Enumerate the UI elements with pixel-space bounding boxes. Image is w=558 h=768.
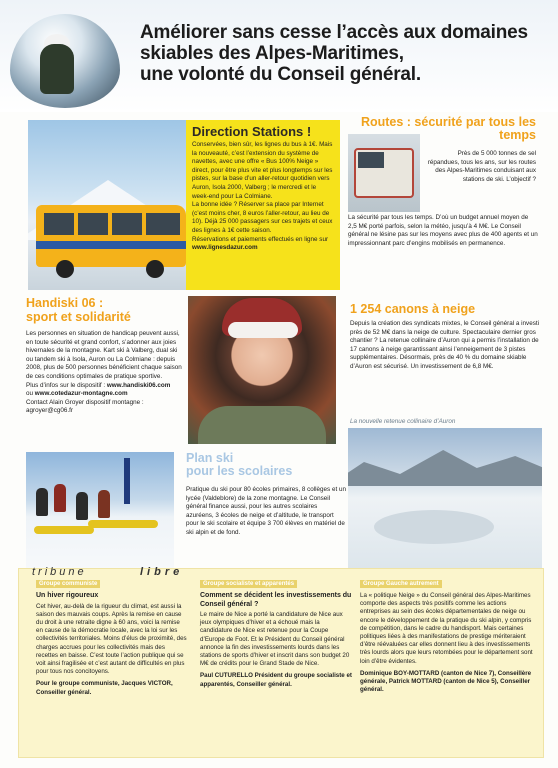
direction-stations-p3 <box>192 236 334 253</box>
person-shape <box>98 490 110 518</box>
flag-shape <box>124 458 130 504</box>
person-shape <box>36 488 48 516</box>
tribune-word-1: tribune <box>32 566 87 578</box>
direction-stations-text <box>192 141 334 253</box>
column-2-heading: Comment se décident les investissements du Conseil général ? <box>200 592 352 608</box>
column-2-signature: Paul CUTURELLO Président du groupe socialiste et apparentés, Conseiller général. <box>200 672 352 688</box>
tribune-column-2 <box>200 592 352 689</box>
coat-shape <box>198 406 326 444</box>
routes-text-1: Près de 5 000 tonnes de sel répandues, tous les ans, sur les routes des Alpes-Maritimes conduisant aux stations de ski. L’objectif ? <box>427 150 536 183</box>
handiski-p1: Les personnes en situation de handicap peuvent aussi, en toute sécurité et grand confort, s’adonner aux joies hivernales de la montagne. Kart ski à Valberg, dual ski ou tandem ski à Isola, Auron ou La Colmiane : depuis 2008, plus de 500 personnes bénéficient chaque saison de ces conditions optimales de pratique sportive. <box>26 330 182 380</box>
plan-ski-text: Pratique du ski pour 80 écoles primaires, 8 collèges et un lycée (Valdeblore) de la zone montagne. Le Conseil général finance aussi, pour les autres scolaires azuréens, 3 écoles de neige et d’altitude, le transport pour le ski scolaire et équipe 3 700 élèves en matériel de ski alpin et de fond. <box>186 486 346 536</box>
handiski-p2-text: Plus d’infos sur le dispositif : <box>26 381 106 389</box>
canons-text: Depuis la création des syndicats mixtes, le Conseil général a investi près de 52 M€ dans la neige de culture. Spectaculaire dernier gros chantier ? La retenue collinaire d’Auron qui a permis l’installation de 17 canons à neige garantissant ainsi l’enneigement de 3 pistes supplémentaires. Désormais, près de 40 % du domaine skiable d’Auron est sécurisé. Un investissement de 6,8 M€. <box>350 320 539 370</box>
column-3-body: La « politique Neige » du Conseil général des Alpes-Maritimes comporte des aspects très positifs comme les actions entreprises au sein des écoles départementales de neige ou encore le développement de la pratique du ski alpin, y compris de compétition, dans le cadre du handisport. Mais certaines politiques liées à des manifestations de prestige mériteraient d’être réévaluées car elles donnent lieu à des investissements très lourds alors que leurs retombées pour le département sont loin d’être évidentes. <box>360 592 533 665</box>
direction-stations-box <box>186 120 340 290</box>
sled-shape <box>88 520 158 528</box>
column-2-body: Le maire de Nice a porté la candidature de Nice aux jeux olympiques d’hiver et a échoué mais la candidature de Nice est retenue pour la Coupe d’Europe de Foot. Et le Président du Conseil général annonce la fin des investissements lourds dans les stations de sports d’hiver et inscrit dans son budget 20 M€ de crédits pour le Grand Stade de Nice. <box>200 611 350 668</box>
child-skier-photo <box>188 296 336 444</box>
direction-stations-p1: Conservées, bien sûr, les lignes du bus à 1€. Mais la nouveauté, c’est l’extension du système de navettes, avec une offre « Bus 100% Neige » direct, pour être plus vite et plus longtemps sur les pistes, sur la base d’un aller-retour quotidien vers Auron, Isola 2000, Valberg ; le mercredi et le week-end pour La Colmiane. <box>192 141 333 200</box>
handiski-p3-text: ou <box>26 390 34 398</box>
bus-stripe <box>36 241 186 249</box>
handiski-title-line-1: Handiski 06 : <box>26 296 104 310</box>
routes-title: Routes : sécurité par tous les temps <box>360 115 536 142</box>
canons-caption: La nouvelle retenue collinaire d’Auron <box>350 418 456 425</box>
page-header <box>0 0 558 112</box>
column-1-heading: Un hiver rigoureux <box>36 592 99 599</box>
sled-shape <box>34 526 94 534</box>
goggles-shape <box>228 322 298 338</box>
cotedazur-link[interactable]: www.cotedazur-montagne.com <box>34 390 128 398</box>
handiski-p2 <box>26 382 186 391</box>
group-label-gauche: Groupe Gauche autrement <box>360 580 442 588</box>
handiski-text <box>26 330 186 416</box>
bus-wheel <box>56 260 74 278</box>
tribune-column-3 <box>360 592 536 694</box>
auron-reservoir-photo <box>348 428 542 568</box>
truck-cab-shape <box>358 152 384 168</box>
person-shape <box>76 492 88 520</box>
bus-window <box>44 213 74 235</box>
column-1-body: Cet hiver, au-delà de la rigueur du climat, est aussi la saison des mauvais coups. Après la remise en cause du droit à une retraite digne à 60 ans, voici la remise en cause de la démocratie locale, avec la loi sur les collectivités territoriales. Moins d’élus de proximité, des charges accrues pour les collectivités mais des recettes en baisse. C’est toute l’action publique qui se voit ainsi fragilisée et c’est autant de difficultés en plus pour tous nos concitoyens. <box>36 602 187 676</box>
page-title-line-3: une volonté du Conseil général. <box>140 64 421 85</box>
bus-photo <box>28 120 186 290</box>
plan-ski-title-line-2: pour les scolaires <box>186 464 293 478</box>
snowplow-photo <box>348 134 420 212</box>
page-title-line-1: Améliorer sans cesse l’accès aux domaines <box>140 22 528 43</box>
lignesdazur-link[interactable]: www.lignesdazur.com <box>192 244 258 252</box>
skier-shape <box>40 44 74 94</box>
bus-shape <box>36 205 186 267</box>
plan-ski-title <box>186 452 346 478</box>
direction-stations-p3-text: Réservations et paiements effectués en ligne sur <box>192 235 329 243</box>
skier-photo <box>10 14 120 108</box>
page-title-line-2: skiables des Alpes-Maritimes, <box>140 43 404 64</box>
bus-window <box>112 213 142 235</box>
column-3-signature: Dominique BOY-MOTTARD (canton de Nice 7), Conseillère générale, Patrick MOTTARD (canton de Nice 5), Conseiller général. <box>360 669 532 694</box>
canons-title: 1 254 canons à neige <box>350 302 476 316</box>
handiski-contact: Contact Alain Groyer dispositif montagne : agroyer@cg06.fr <box>26 398 144 415</box>
bus-wheel <box>146 260 164 278</box>
adaptive-ski-photo <box>26 452 174 570</box>
group-label-socialiste: Groupe socialiste et apparentés <box>200 580 297 588</box>
bus-windshield <box>146 213 180 235</box>
handiski-title <box>26 296 176 324</box>
reservoir-shape <box>374 510 494 544</box>
direction-stations-p2: La bonne idée ? Réserver sa place par Internet (c’est moins cher, 8 euros l’aller-retour, au lieu de 10). Déjà 25 000 passagers sur ces trajets et ceux des lignes à 1€ cette saison. <box>192 201 333 234</box>
mountain-ridge-shape <box>348 446 542 486</box>
tribune-column-1 <box>36 592 188 697</box>
routes-text-2: La sécurité par tous les temps. D’où un budget annuel moyen de 2,5 M€ porté parfois, selon la météo, jusqu’à 4 M€. Le Conseil général ne lésine pas sur les moyens avec plus de 400 agents et un impressionnant parc d’engins mobilisés en permanence. <box>348 214 538 247</box>
handiski-p3 <box>26 390 186 399</box>
tribune-word-2: libre <box>140 566 184 578</box>
group-label-communiste: Groupe communiste <box>36 580 100 588</box>
direction-stations-title: Direction Stations ! <box>192 124 312 139</box>
handiski-link[interactable]: www.handiski06.com <box>106 381 171 389</box>
plan-ski-title-line-1: Plan ski <box>186 451 234 465</box>
column-1-signature: Pour le groupe communiste, Jacques VICTOR, Conseiller général. <box>36 680 173 696</box>
bus-window <box>78 213 108 235</box>
handiski-title-line-2: sport et solidarité <box>26 310 131 324</box>
page-title <box>140 22 550 85</box>
tribune-heading <box>22 566 542 580</box>
person-shape <box>54 484 66 512</box>
